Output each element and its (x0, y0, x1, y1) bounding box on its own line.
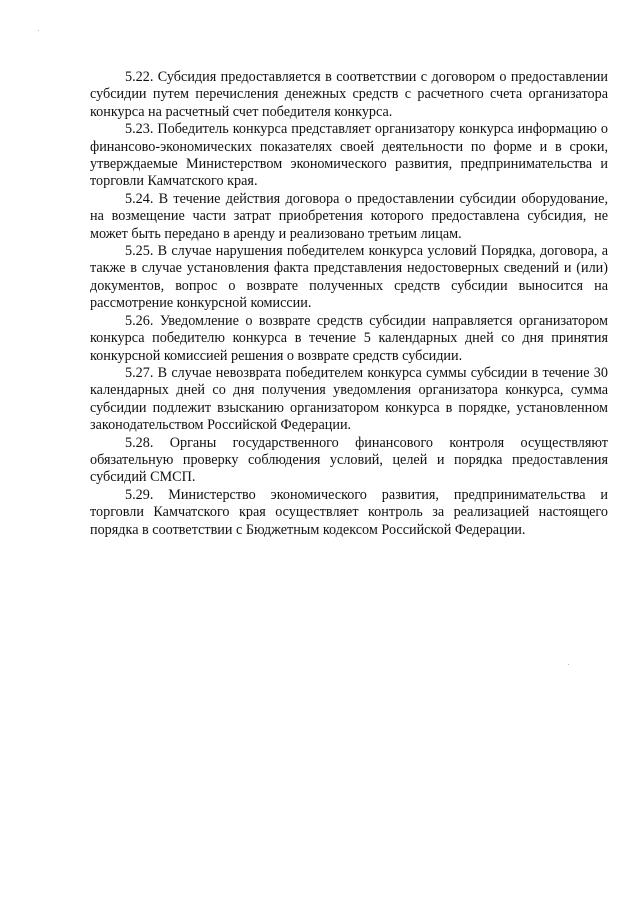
paragraph-5-26: 5.26. Уведомление о возврате средств субсидии направляется организатором конкурса победителю конкурса в течение 5 календарных дней со дня принятия конкурсной комиссией решения о возврате средств субсидии. (90, 312, 608, 364)
document-body (90, 69, 608, 539)
scan-speck (568, 664, 569, 665)
paragraph-5-24: 5.24. В течение действия договора о предоставлении субсидии оборудование, на возмещение части затрат приобретения которого предоставлена субсидия, не может быть передано в аренду и реализовано третьим лицам. (90, 190, 608, 242)
paragraph-5-25: 5.25. В случае нарушения победителем конкурса условий Порядка, договора, а также в случае установления факта представления недостоверных сведений и (или) документов, вопрос о возврате полученных средств субсидии выносится на рассмотрение конкурсной комиссии. (90, 243, 608, 312)
paragraph-5-28: 5.28. Органы государственного финансового контроля осуществляют обязательную проверку соблюдения условий, целей и порядка предоставления субсидий СМСП. (90, 434, 608, 486)
paragraph-5-23: 5.23. Победитель конкурса представляет организатору конкурса информацию о финансово-экономических показателях своей деятельности по форме и в сроки, утверждаемые Министерством экономического развития, предпринимательства и торговли Камчатского края. (90, 121, 608, 190)
paragraph-5-27: 5.27. В случае невозврата победителем конкурса суммы субсидии в течение 30 календарных дней со дня получения уведомления организатора конкурса, сумма субсидии подлежит взысканию организатором конкурса в порядке, установленном законодательством Российской Федерации. (90, 364, 608, 434)
scan-speck (38, 30, 39, 31)
paragraph-5-22: 5.22. Субсидия предоставляется в соответствии с договором о предоставлении субсидии путем перечисления денежных средств с расчетного счета организатора конкурса на расчетный счет победителя конкурса. (90, 69, 608, 120)
paragraph-5-29: 5.29. Министерство экономического развития, предпринимательства и торговли Камчатского края осуществляет контроль за реализацией настоящего порядка в соответствии с Бюджетным кодексом Российской Федерации. (90, 486, 608, 538)
